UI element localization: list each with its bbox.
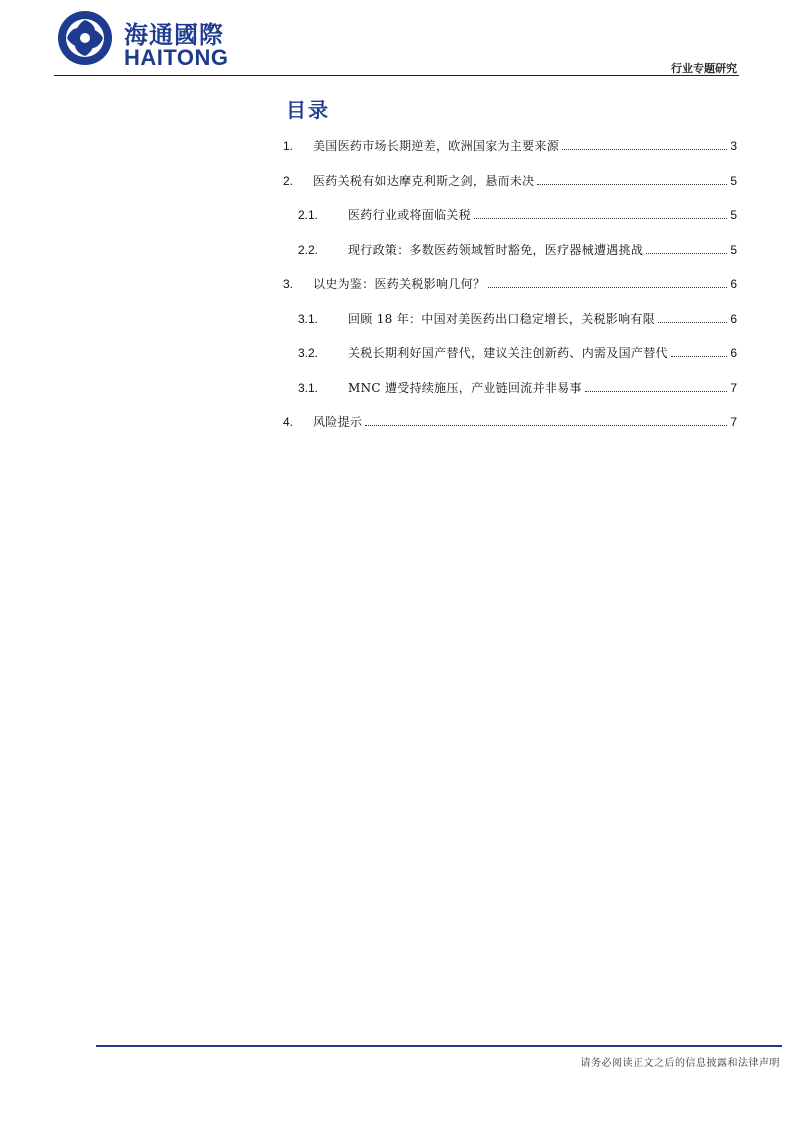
toc-dot-leader [585,382,728,392]
toc-entry[interactable] [283,206,737,224]
toc-entry[interactable] [283,310,737,328]
toc-entry-page: 5 [730,173,737,188]
toc-entry-number: 2. [283,173,294,188]
toc-entry-page: 3 [730,139,737,153]
toc-entry[interactable] [283,344,737,362]
toc-entry-number: 1. [283,139,294,153]
toc-entry-number: 4. [283,415,294,429]
toc-entry-page: 6 [730,346,737,360]
header-divider [54,75,739,76]
toc-entry-title: 关税长期利好国产替代，建议关注创新药、内需及国产替代 [348,346,668,360]
footer-disclaimer: 请务必阅读正文之后的信息披露和法律声明 [580,1058,780,1069]
toc-entry[interactable] [283,137,737,155]
toc-entry-page: 6 [730,277,737,291]
toc-dot-leader [365,416,727,426]
toc-entry-title: 美国医药市场长期逆差，欧洲国家为主要来源 [313,139,560,153]
toc-entry-number: 2.2. [298,242,319,257]
toc-entry-number: 3.1. [298,380,319,395]
footer-divider [96,1045,782,1047]
toc-entry-page: 5 [730,208,737,222]
toc-entry[interactable] [283,413,737,431]
toc-dot-leader [562,140,727,150]
toc-dot-leader [488,278,727,288]
toc-dot-leader [646,244,727,254]
toc-entry[interactable] [283,241,737,259]
toc-dot-leader [658,313,727,323]
toc-entry-title: MNC 遭受持续施压，产业链回流并非易事 [348,380,582,395]
logo-english-name: HAITONG [124,45,229,70]
toc-entry-title: 以史为鉴：医药关税影响几何？ [313,277,486,291]
toc-entry-page: 6 [730,311,737,326]
toc-entry-title: 医药关税有如达摩克利斯之剑，悬而未决 [313,173,535,188]
toc-entry[interactable] [283,379,737,397]
report-type-label: 行业专题研究 [671,62,737,75]
toc-dot-leader [474,209,727,219]
toc-entry-page: 7 [730,380,737,395]
toc-entry-number: 3.2. [298,346,319,360]
toc-entry-title: 风险提示 [313,415,363,429]
toc-entry-page: 5 [730,242,737,257]
toc-entry[interactable] [283,172,737,190]
toc-dot-leader [537,175,727,185]
toc-entry-title: 医药行业或将面临关税 [348,208,472,222]
toc-entry-number: 3.1. [298,311,319,326]
logo-chinese-name: 海通國際 [124,21,224,49]
toc-entry-title: 回顾 18 年：中国对美医药出口稳定增长，关税影响有限 [348,311,656,326]
toc-dot-leader [671,347,728,357]
toc-entry-title: 现行政策：多数医药领域暂时豁免，医疗器械遭遇挑战 [348,242,644,257]
toc-entry-number: 3. [283,277,294,291]
toc-entry-page: 7 [730,415,737,429]
toc-title: 目录 [286,98,330,122]
haitong-logo [54,9,244,70]
toc-entry-number: 2.1. [298,208,319,222]
toc-entry[interactable] [283,275,737,293]
haitong-emblem-icon [54,9,116,67]
